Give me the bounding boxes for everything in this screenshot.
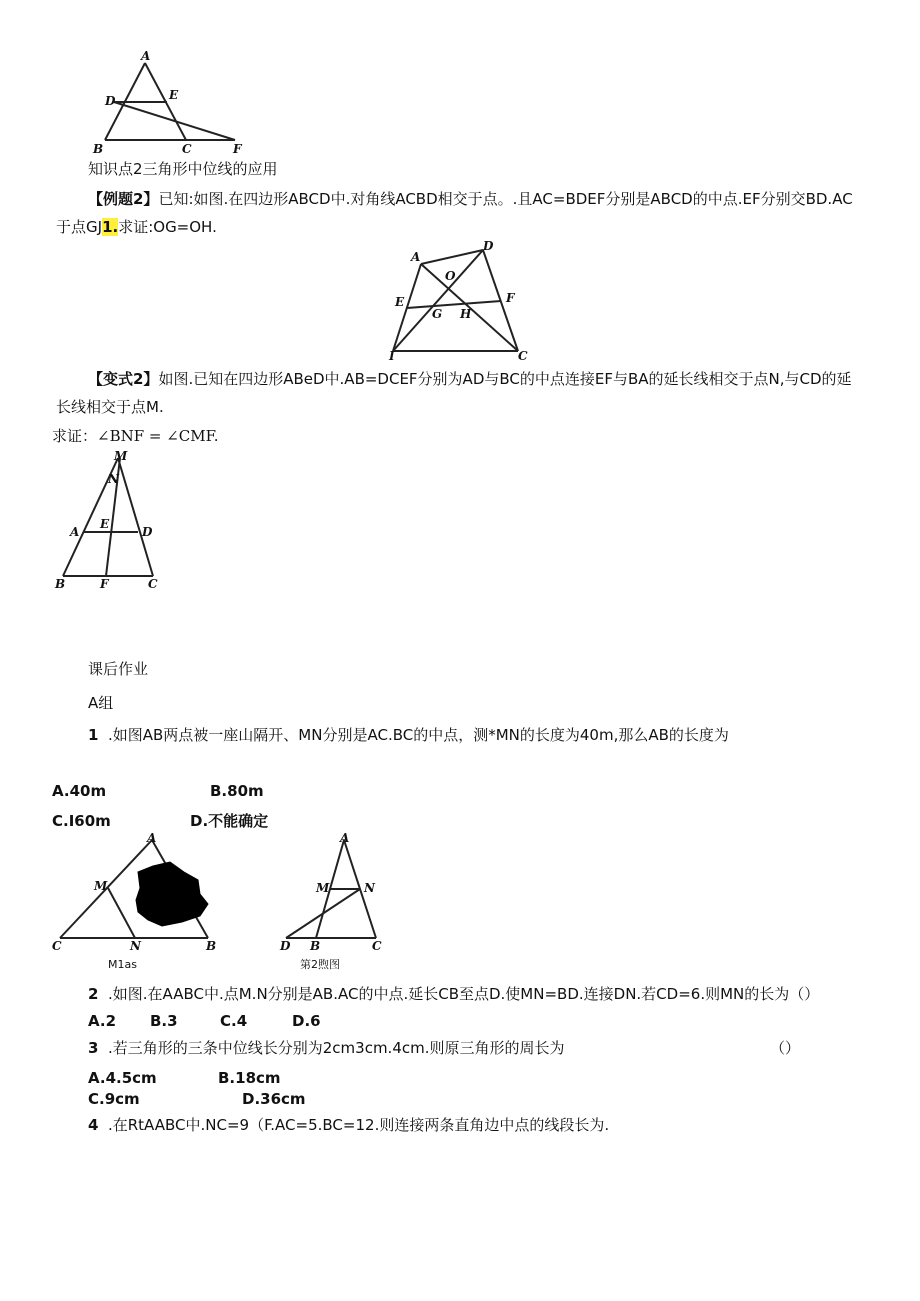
label-a: A — [141, 49, 151, 63]
example2-prove: 求证:OG=OH. — [118, 218, 217, 236]
variant2-line2: 长线相交于点M. — [56, 398, 164, 416]
label-b: B — [93, 142, 104, 156]
label-b: I — [389, 349, 395, 363]
q3-option-c[interactable]: C.9cm — [88, 1090, 140, 1108]
variant2-line1 — [88, 368, 852, 390]
label-b: B — [55, 577, 66, 591]
label-d: D — [142, 525, 153, 539]
label-n: N — [130, 939, 141, 953]
q3-text: .若三角形的三条中位线长分别为2cm3cm.4cm.则原三角形的周长为 — [107, 1039, 565, 1057]
homework-title: 课后作业 — [88, 660, 149, 678]
figure-mn-extension — [50, 448, 180, 593]
example2-tag: 【例题2】 — [88, 190, 159, 208]
label-a: A — [70, 525, 80, 539]
example2-line2 — [56, 216, 217, 238]
label-c: C — [182, 142, 192, 156]
q1-option-a[interactable]: A.40m — [52, 782, 107, 800]
q1-option-c[interactable]: C.I60m — [52, 812, 111, 830]
label-a: A — [147, 831, 157, 845]
label-a: A — [411, 250, 421, 264]
label-c: C — [372, 939, 382, 953]
label-c: C — [518, 349, 528, 363]
label-a: A — [340, 831, 350, 845]
figure-problem-2 — [278, 830, 398, 975]
label-d: D — [105, 94, 116, 108]
example2-line1 — [88, 188, 853, 210]
question-1 — [88, 724, 729, 746]
q2-number: 2 — [88, 985, 99, 1003]
q3-option-a[interactable]: A.4.5cm — [88, 1069, 157, 1087]
label-d: D — [280, 939, 291, 953]
label-b: B — [310, 939, 321, 953]
highlight-mark: 1. — [102, 218, 119, 236]
q1-text: .如图AB两点被一座山隔开、MN分别是AC.BC的中点，测*MN的长度为40m,那么AB的长度为 — [107, 726, 729, 744]
q4-text: .在RtAABC中.NC=9（F.AC=5.BC=12.则连接两条直角边中点的线段长为. — [107, 1116, 610, 1134]
q2-option-d[interactable]: D.6 — [292, 1012, 321, 1030]
label-f: F — [233, 142, 242, 156]
label-b: B — [206, 939, 217, 953]
figure-caption-2: 第2煦图 — [300, 958, 340, 971]
figure-triangle-def — [85, 45, 255, 160]
group-label: A组 — [88, 694, 114, 712]
label-n: N — [364, 881, 375, 895]
label-e: E — [395, 295, 405, 309]
label-o: O — [445, 269, 456, 283]
variant2-text: 如图.已知在四边形ABeD中.AB=DCEF分别为AD与BC的中点连接EF与BA的延长线相交于点N,与CD的延 — [158, 370, 852, 388]
q3-option-d[interactable]: D.36cm — [242, 1090, 306, 1108]
label-m: M — [114, 449, 128, 463]
label-m: M — [316, 881, 330, 895]
mountain-icon — [136, 862, 208, 926]
q3-number: 3 — [88, 1039, 99, 1057]
example2-text: 已知:如图.在四边形ABCD中.对角线ACBD相交于点。.且AC=BDEF分别是ABCD的中点.EF分别交BD.AC — [158, 190, 853, 208]
q1-number: 1 — [88, 726, 99, 744]
label-f: F — [506, 291, 515, 305]
label-c: C — [52, 939, 62, 953]
label-e: E — [169, 88, 179, 102]
q1-option-d[interactable]: D.不能确定 — [190, 812, 269, 830]
label-d: D — [483, 239, 494, 253]
label-h: H — [460, 307, 472, 321]
question-3 — [88, 1037, 565, 1059]
q3-answer-paren[interactable]: （） — [770, 1039, 801, 1057]
q2-option-b[interactable]: B.3 — [150, 1012, 178, 1030]
q2-option-a[interactable]: A.2 — [88, 1012, 117, 1030]
label-c: C — [148, 577, 158, 591]
question-4 — [88, 1114, 609, 1136]
label-g: G — [432, 307, 443, 321]
example2-line2-a: 于点GJ — [56, 218, 103, 236]
variant2-tag: 【变式2】 — [88, 370, 159, 388]
label-n: N — [108, 472, 119, 486]
label-m: M — [94, 879, 108, 893]
q2-text: .如图.在AABC中.点M.N分别是AB.AC的中点.延长CB至点D.使MN=BD.连接DN.若CD=6.则MN的长为（） — [107, 985, 820, 1003]
figure-mountain — [50, 830, 230, 975]
q4-number: 4 — [88, 1116, 99, 1134]
q2-option-c[interactable]: C.4 — [220, 1012, 248, 1030]
q3-option-b[interactable]: B.18cm — [218, 1069, 281, 1087]
label-f: F — [100, 577, 109, 591]
q1-option-b[interactable]: B.80m — [210, 782, 264, 800]
variant2-prove: 求证：∠BNF = ∠CMF. — [52, 427, 219, 445]
figure-quadrilateral — [385, 238, 535, 363]
question-2 — [88, 983, 819, 1005]
label-e: E — [100, 517, 110, 531]
section-heading: 知识点2三角形中位线的应用 — [88, 160, 278, 178]
figure-caption-1: M1as — [108, 958, 137, 971]
